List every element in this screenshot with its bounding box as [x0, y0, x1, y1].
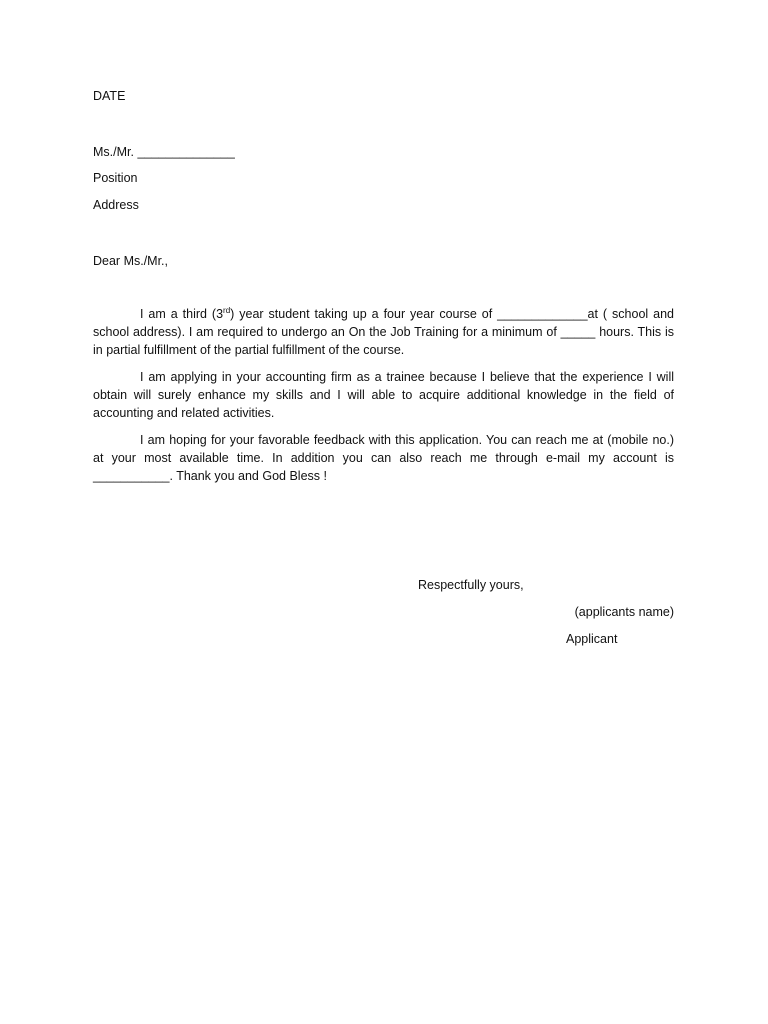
signature-role: Applicant [566, 632, 618, 646]
recipient-name-line: Ms./Mr. ______________ [93, 145, 235, 159]
paragraph-1-start: I am a third (3 [140, 307, 224, 321]
greeting: Dear Ms./Mr., [93, 254, 169, 268]
body-paragraph-3 [93, 431, 674, 485]
recipient-address: Address [93, 198, 139, 212]
body-paragraph-2 [93, 368, 674, 422]
ordinal-suffix: rd [223, 305, 231, 315]
signature-name: (applicants name) [574, 605, 674, 619]
paragraph-1-rest: ) year student taking up a four year course of _____________at ( school and school address). I am required to undergo an On the Job Training for a minimum of _____ hours. This is in partial fulfillment of the partial fulfillment of the course. [93, 307, 674, 357]
paragraph-3-text: I am hoping for your favorable feedback with this application. You can reach me at (mobile no.) at your most available time. In addition you can also reach me through e-mail my account is ___________. Thank you and God Bless ! [93, 433, 674, 483]
closing: Respectfully yours, [418, 578, 524, 592]
recipient-position: Position [93, 171, 138, 185]
date-line: DATE [93, 89, 126, 103]
body-paragraph-1 [93, 305, 674, 359]
paragraph-2-text: I am applying in your accounting firm as a trainee because I believe that the experience I will obtain will surely enhance my skills and I will able to acquire additional knowledge in the field of accounting and related activities. [93, 370, 674, 420]
